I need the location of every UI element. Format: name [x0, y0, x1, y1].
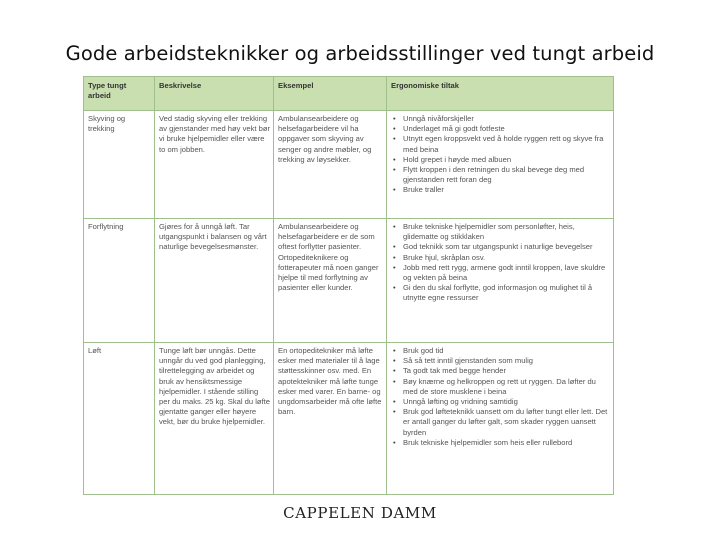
cell-eksempel: Ambulansearbeidere og helsefagarbeidere er de som oftest forflytter pasienter. Ortopediteknikere og fotterapeuter må noen ganger hjelpe til med forflytning av pasienter eller kunder. [274, 219, 387, 343]
header-tiltak: Ergonomiske tiltak [387, 77, 614, 111]
list-item: • Ta godt tak med begge hender [391, 366, 610, 376]
cell-tiltak [387, 111, 614, 219]
list-item: • Bruke traller [391, 185, 610, 195]
cell-beskrivelse: Gjøres for å unngå løft. Tar utgangspunkt i balansen og vårt naturlige bevegelsesmønster. [155, 219, 274, 343]
publisher-logo [280, 500, 440, 524]
list-item: • Jobb med rett rygg, armene godt inntil kroppen, lave skuldre og vekten på beina [391, 263, 610, 283]
header-type: Type tungt arbeid [84, 77, 155, 111]
list-item: • Hold grepet i høyde med albuen [391, 155, 610, 165]
list-item: • Bøy knærne og helkroppen og rett ut ryggen. Da løfter du med de store musklene i beina [391, 377, 610, 397]
table-row [84, 343, 614, 495]
cell-type: Forflytning [84, 219, 155, 343]
list-item: • Gi den du skal forflytte, god informasjon og mulighet til å utnytte egne ressurser [391, 283, 610, 303]
cell-eksempel: Ambulansearbeidere og helsefagarbeidere vil ha oppgaver som skyving av senger og andre møbler, og trekking av løysekker. [274, 111, 387, 219]
cappelen-damm-logo [280, 500, 440, 524]
list-item: • Utnytt egen kroppsvekt ved å holde ryggen rett og skyve fra med beina [391, 134, 610, 154]
ergonomics-table [83, 76, 614, 495]
list-item: • Bruk god løfteteknikk uansett om du løfter tungt eller lett. Det er antall ganger du løfter galt, som skader ryggen uansett byrden [391, 407, 610, 438]
table-row [84, 111, 614, 219]
list-item: • Så så tett inntil gjenstanden som mulig [391, 356, 610, 366]
cell-beskrivelse: Ved stadig skyving eller trekking av gjenstander med høy vekt bør vi bruke hjelpemidler eller være to om jobben. [155, 111, 274, 219]
tiltak-list [391, 222, 610, 304]
cell-type: Skyving og trekking [84, 111, 155, 219]
list-item: • Bruk tekniske hjelpemidler som heis eller rullebord [391, 438, 610, 448]
list-item: • Bruk god tid [391, 346, 610, 356]
cell-tiltak [387, 343, 614, 495]
cell-beskrivelse: Tunge løft bør unngås. Dette unngår du ved god planlegging, tilrettelegging av arbeidet og bruk av hensiktsmessige hjelpemidler. I stående stilling per du maks. 25 kg. Skal du løfte gjentatte ganger eller høyere vekt, bør du bruke hjelpemidler. [155, 343, 274, 495]
list-item: • Flytt kroppen i den retningen du skal bevege deg med gjenstanden rett foran deg [391, 165, 610, 185]
list-item: • God teknikk som tar utgangspunkt i naturlige bevegelser [391, 242, 610, 252]
table-header-row [84, 77, 614, 111]
logo-text: CAPPELEN DAMM [283, 504, 437, 522]
list-item: • Unngå nivåforskjeller [391, 114, 610, 124]
list-item: • Bruke hjul, skråplan osv. [391, 253, 610, 263]
table-row [84, 219, 614, 343]
tiltak-list [391, 114, 610, 196]
cell-type: Løft [84, 343, 155, 495]
header-eksempel: Eksempel [274, 77, 387, 111]
cell-tiltak [387, 219, 614, 343]
header-beskrivelse: Beskrivelse [155, 77, 274, 111]
tiltak-list [391, 346, 610, 448]
list-item: • Underlaget må gi godt fotfeste [391, 124, 610, 134]
list-item: • Bruke tekniske hjelpemidler som personløfter, heis, glidematte og stikklaken [391, 222, 610, 242]
cell-eksempel: En ortopeditekniker må løfte esker med materialer til å lage støttesskinner osv. med. En apotektekniker må løfte tunge esker med varer. En barne- og ungdomsarbeider må ofte løfte barn. [274, 343, 387, 495]
list-item: • Unngå løfting og vridning samtidig [391, 397, 610, 407]
page-title: Gode arbeidsteknikker og arbeidsstillinger ved tungt arbeid [65, 42, 655, 65]
